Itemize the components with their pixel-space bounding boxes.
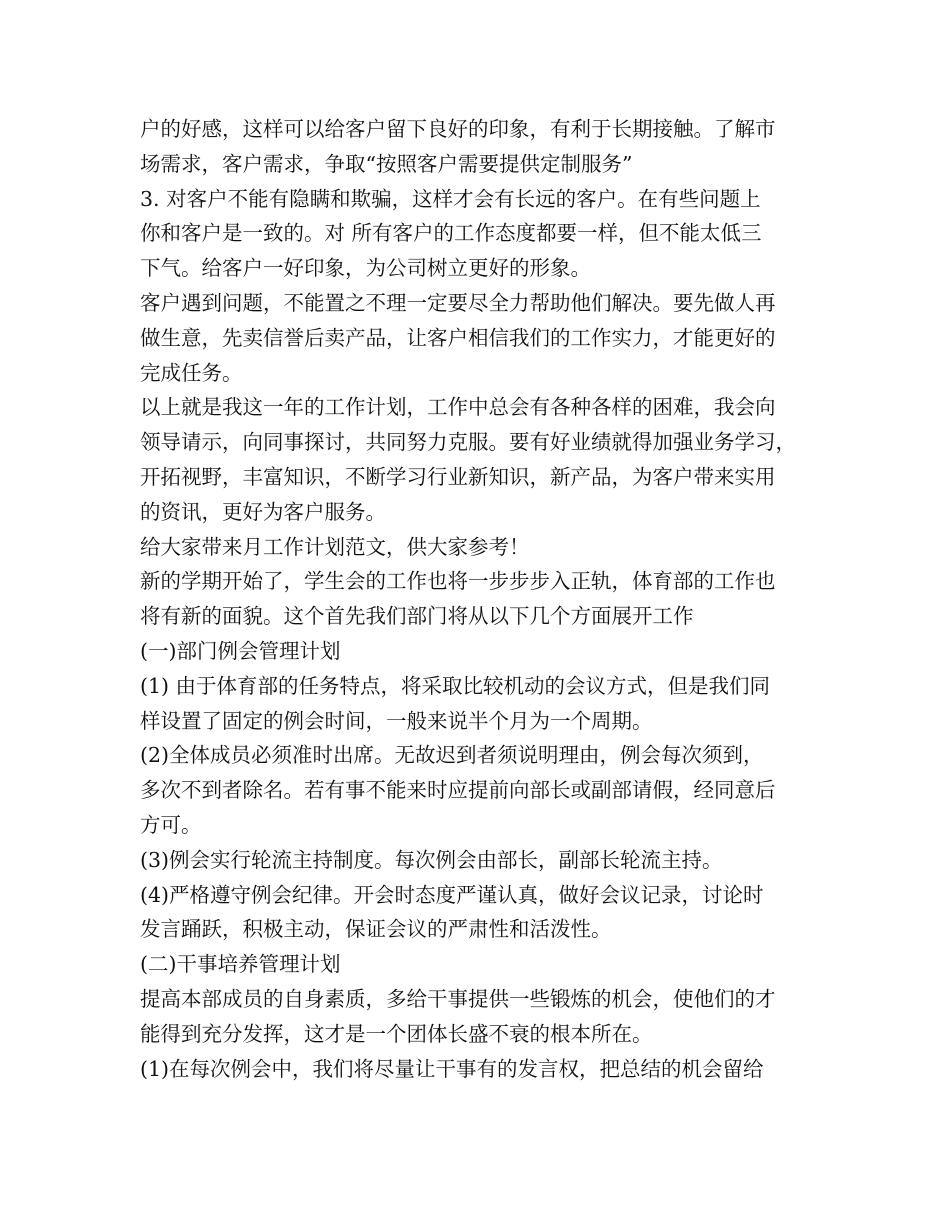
text-line: (1) 由于体育部的任务特点，将采取比较机动的会议方式，但是我们同 <box>140 673 771 698</box>
text-line: 开拓视野，丰富知识，不断学习行业新知识，新产品，为客户带来实用 <box>140 464 776 489</box>
text-line: 下气。给客户一好印象，为公司树立更好的形象。 <box>140 256 591 281</box>
text-line: 多次不到者除名。若有事不能来时应提前向部长或副部请假，经同意后 <box>140 778 776 803</box>
text-line: 给大家带来月工作计划范文，供大家参考！ <box>140 534 530 559</box>
text-line: 3. 对客户不能有隐瞒和欺骗，这样才会有长远的客户。在有些问题上 <box>140 186 761 211</box>
text-line: 做生意，先卖信誉后卖产品，让客户相信我们的工作实力，才能更好的 <box>140 325 776 350</box>
text-line: 能得到充分发挥，这才是一个团体长盛不衰的根本所在。 <box>140 1021 653 1046</box>
text-line: 样设置了固定的例会时间，一般来说半个月为一个周期。 <box>140 708 653 733</box>
text-line: 以上就是我这一年的工作计划，工作中总会有各种各样的困难，我会向 <box>140 395 776 420</box>
body-text <box>140 112 830 1086</box>
section-heading: (一)部门例会管理计划 <box>140 638 341 663</box>
text-line: 客户遇到问题，不能置之不理一定要尽全力帮助他们解决。要先做人再 <box>140 290 776 315</box>
text-line: 新的学期开始了，学生会的工作也将一步步步入正轨，体育部的工作也 <box>140 569 776 594</box>
text-line: 方可。 <box>140 812 202 837</box>
text-line: 你和客户是一致的。对 所有客户的工作态度都要一样，但不能太低三 <box>140 221 762 246</box>
text-line: 场需求，客户需求，争取“按照客户需要提供定制服务” <box>140 151 633 176</box>
text-line: 领导请示，向同事探讨，共同努力克服。要有好业绩就得加强业务学习， <box>140 430 796 455</box>
text-line: (2)全体成员必须准时出席。无故迟到者须说明理由，例会每次须到， <box>140 743 764 768</box>
text-line: (4)严格遵守例会纪律。开会时态度严谨认真，做好会议记录，讨论时 <box>140 882 764 907</box>
text-line: 将有新的面貌。这个首先我们部门将从以下几个方面展开工作 <box>140 604 694 629</box>
text-line: (1)在每次例会中，我们将尽量让干事有的发言权，把总结的机会留给 <box>140 1056 764 1081</box>
text-line: 的资讯，更好为客户服务。 <box>140 499 386 524</box>
text-line: 户的好感，这样可以给客户留下良好的印象，有利于长期接触。了解市 <box>140 117 776 141</box>
text-line: 完成任务。 <box>140 360 243 385</box>
text-line: (3)例会实行轮流主持制度。每次例会由部长，副部长轮流主持。 <box>140 847 723 872</box>
text-line: 发言踊跃，积极主动，保证会议的严肃性和活泼性。 <box>140 917 612 942</box>
text-line: 提高本部成员的自身素质，多给干事提供一些锻炼的机会，使他们的才 <box>140 986 776 1011</box>
section-heading: (二)干事培养管理计划 <box>140 952 341 977</box>
